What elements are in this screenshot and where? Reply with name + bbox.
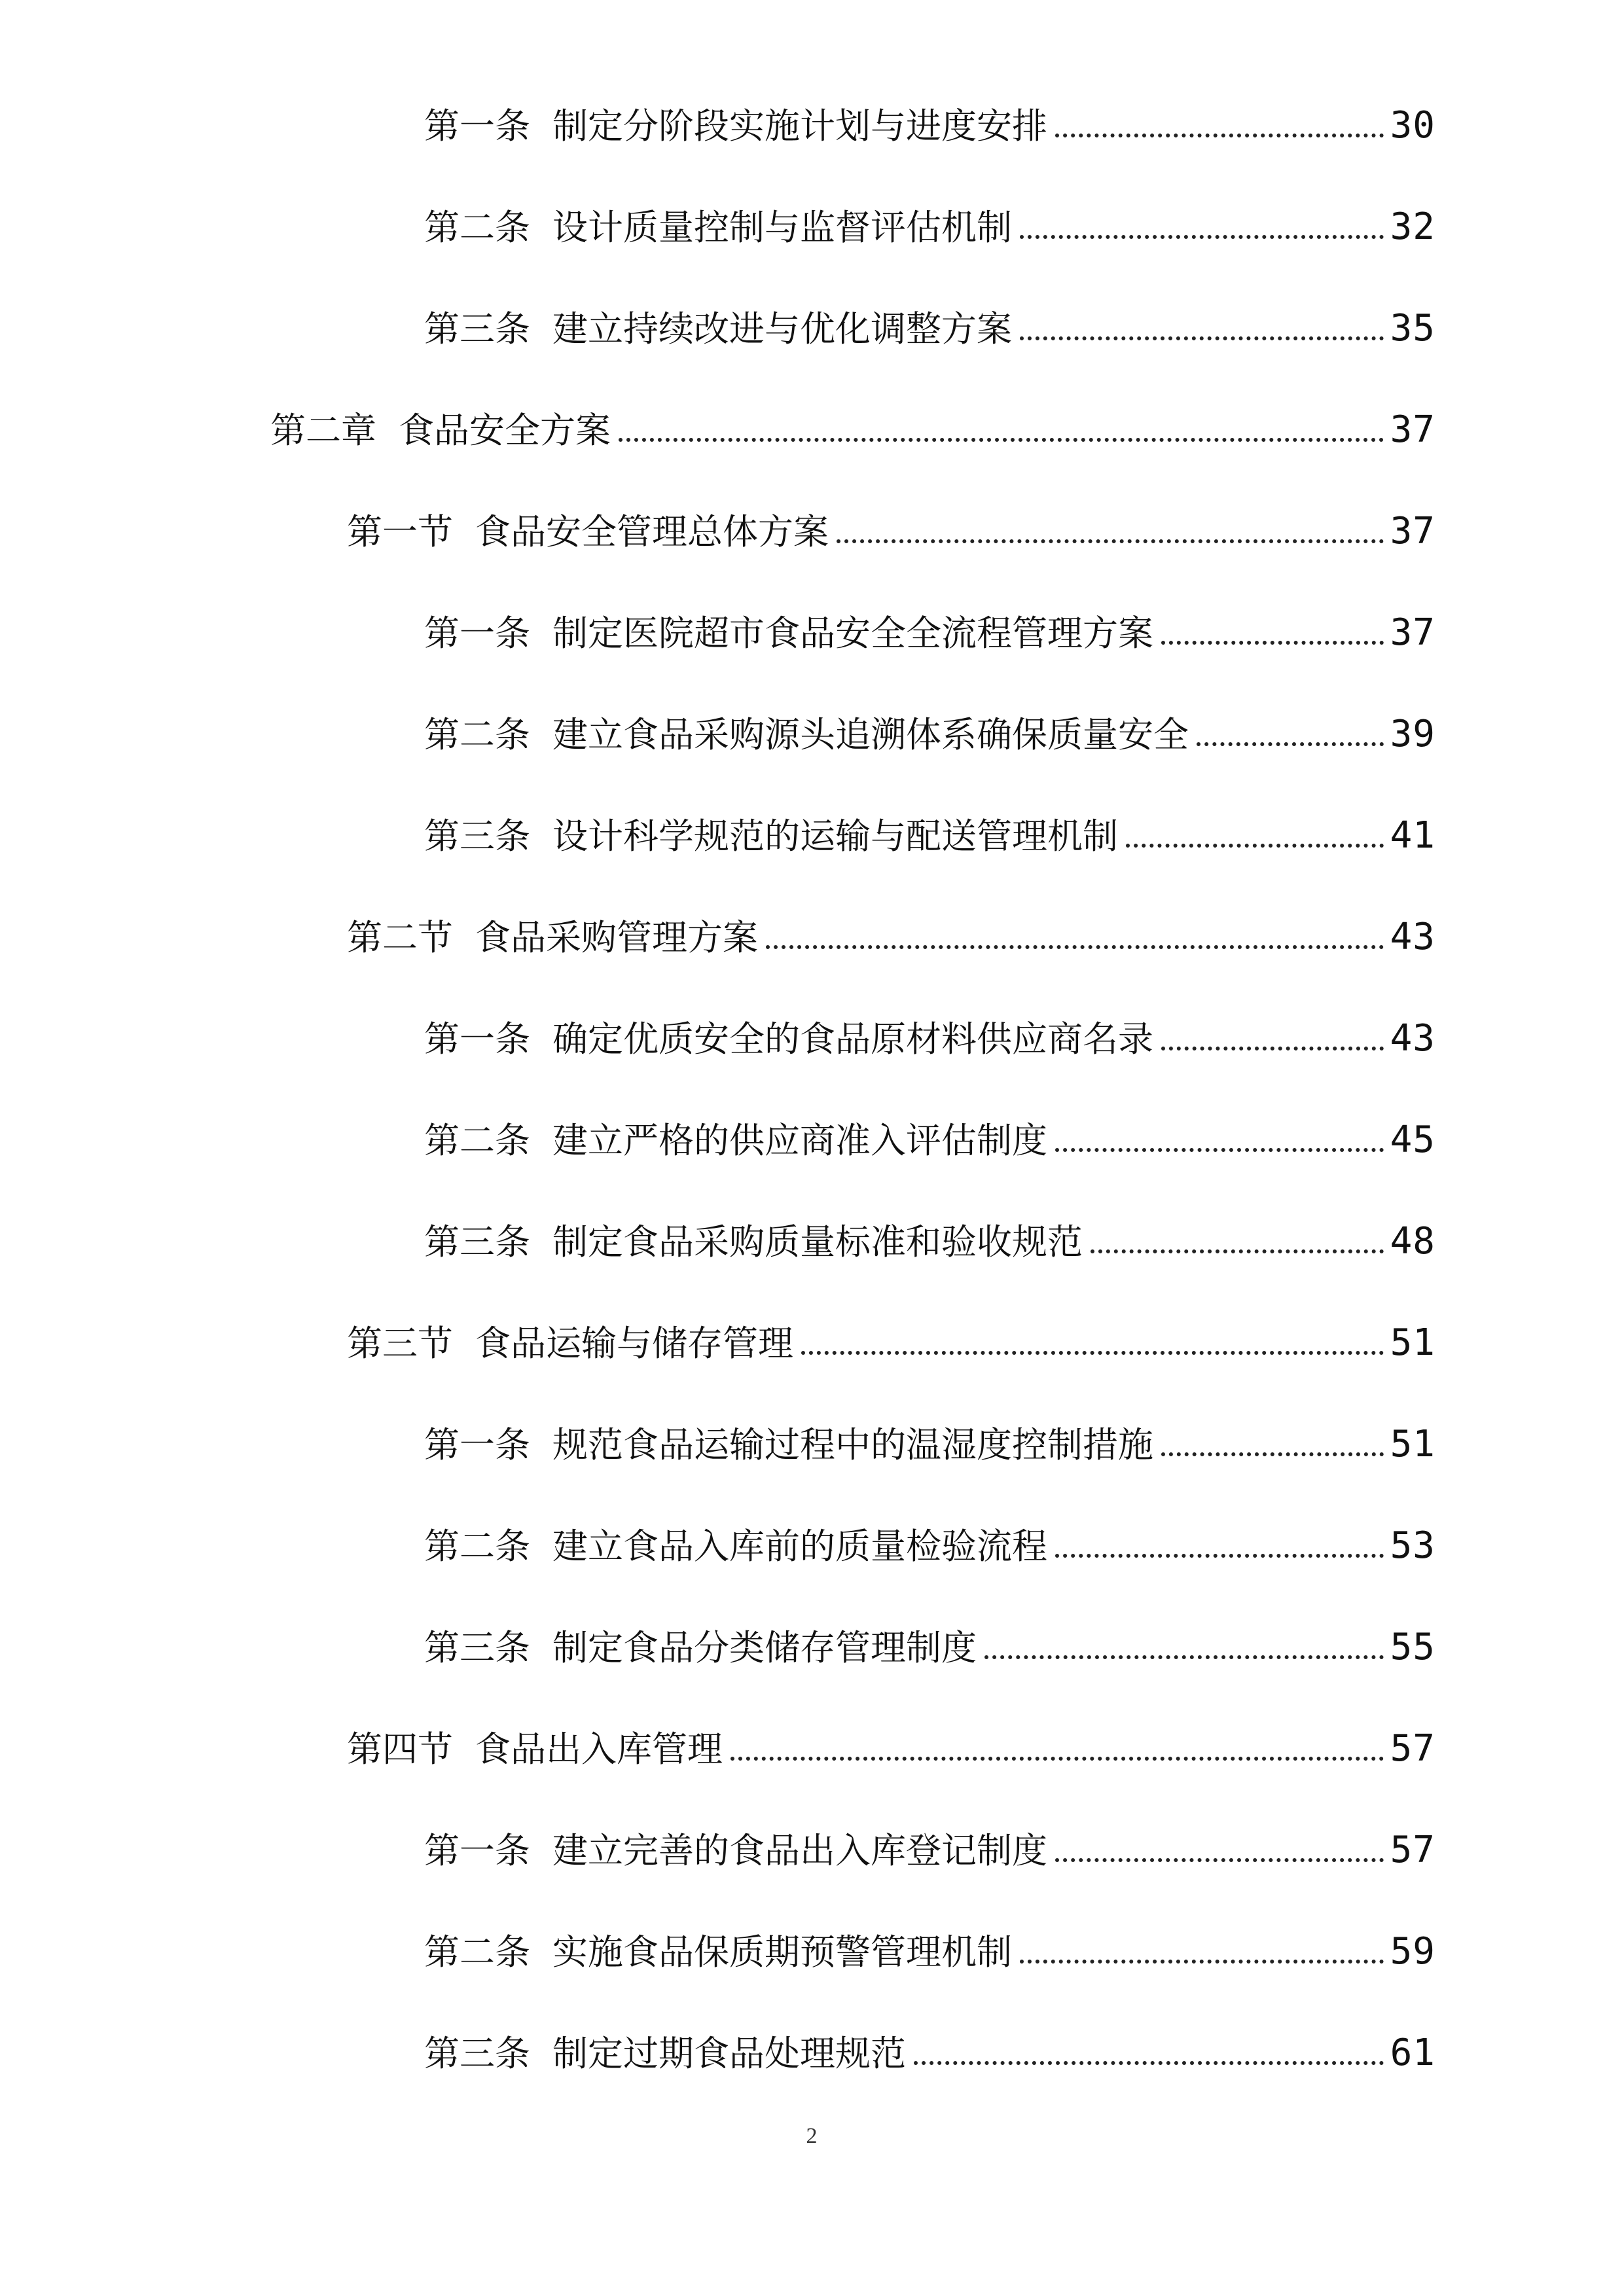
- toc-entry[interactable]: [347, 484, 1435, 550]
- dot-leader: [1126, 844, 1384, 848]
- dot-leader: [801, 1351, 1384, 1355]
- toc-entry[interactable]: [270, 383, 1435, 451]
- toc-entry-number: 第二条: [424, 1120, 530, 1161]
- toc-entry-page: 39: [1390, 713, 1435, 755]
- toc-entry-number: 第二条: [424, 714, 530, 755]
- dot-leader: [914, 2061, 1384, 2065]
- toc-entry-page: 59: [1390, 1930, 1435, 1973]
- toc-entry-title: 制定食品分类储存管理制度: [552, 1627, 977, 1668]
- toc-entry[interactable]: [424, 180, 1435, 248]
- toc-entry[interactable]: [424, 789, 1435, 857]
- toc-entry-title: 食品采购管理方案: [475, 917, 758, 958]
- dot-leader: [1020, 1960, 1384, 1964]
- dot-leader: [984, 1655, 1384, 1659]
- dot-leader: [1020, 235, 1384, 239]
- dot-leader: [619, 438, 1384, 442]
- toc-entry-number: 第一条: [424, 1830, 530, 1871]
- dot-leader: [1055, 1554, 1384, 1558]
- toc-entry-title: 制定食品采购质量标准和验收规范: [552, 1221, 1083, 1263]
- dot-leader: [837, 539, 1384, 543]
- toc-entry-number: 第二条: [424, 1931, 530, 1973]
- toc-entry-page: 55: [1390, 1626, 1435, 1668]
- toc-entry-page: 37: [1390, 611, 1435, 654]
- toc-entry-title: 设计质量控制与监督评估机制: [552, 207, 1012, 248]
- toc-entry-title: 建立完善的食品出入库登记制度: [552, 1830, 1047, 1871]
- toc-entry-number: 第三条: [424, 1627, 530, 1668]
- dot-leader: [1020, 336, 1384, 340]
- toc-entry-page: 32: [1390, 206, 1435, 248]
- toc-entry-page: 57: [1390, 1829, 1435, 1871]
- dot-leader: [1091, 1249, 1384, 1253]
- toc-entry-page: 51: [1390, 1321, 1435, 1364]
- dot-leader: [1055, 1858, 1384, 1862]
- toc-entry-title: 建立持续改进与优化调整方案: [552, 308, 1012, 350]
- toc-entry-number: 第四节: [347, 1729, 453, 1770]
- toc-entry-title: 确定优质安全的食品原材料供应商名录: [552, 1018, 1153, 1060]
- toc-entry[interactable]: [424, 586, 1435, 654]
- toc-entry-page: 57: [1390, 1727, 1435, 1770]
- toc-entry-number: 第一条: [424, 1018, 530, 1060]
- toc-entry-title: 制定分阶段实施计划与进度安排: [552, 105, 1047, 147]
- toc-entry-number: 第二条: [424, 1526, 530, 1567]
- toc-entry-page: 41: [1390, 814, 1435, 857]
- toc-entry[interactable]: [424, 1600, 1435, 1666]
- page-number: 2: [806, 2124, 818, 2148]
- toc-entry-page: 53: [1390, 1524, 1435, 1567]
- toc-entry-number: 第二节: [347, 917, 453, 958]
- toc-entry-page: 43: [1390, 916, 1435, 958]
- toc-entry-number: 第二条: [424, 207, 530, 248]
- toc-entry-title: 实施食品保质期预警管理机制: [552, 1931, 1012, 1973]
- toc-entry-title: 建立食品采购源头追溯体系确保质量安全: [552, 714, 1189, 755]
- toc-entry-number: 第三条: [424, 2033, 530, 2074]
- toc-entry[interactable]: [424, 1905, 1435, 1973]
- toc-entry-title: 规范食品运输过程中的温湿度控制措施: [552, 1424, 1153, 1465]
- toc-entry-title: 制定过期食品处理规范: [552, 2033, 906, 2074]
- dot-leader: [1055, 134, 1384, 137]
- toc-entry-number: 第三条: [424, 308, 530, 350]
- toc-entry-title: 制定医院超市食品安全全流程管理方案: [552, 613, 1153, 654]
- dot-leader: [766, 945, 1384, 949]
- toc-entry[interactable]: [424, 1803, 1435, 1869]
- toc-entry[interactable]: [424, 1194, 1435, 1263]
- toc-entry-title: 食品安全方案: [399, 410, 611, 451]
- dot-leader: [1161, 1047, 1384, 1050]
- toc-entry-title: 食品出入库管理: [475, 1729, 723, 1770]
- toc-entry-page: 43: [1390, 1017, 1435, 1060]
- toc-entry[interactable]: [424, 2006, 1435, 2072]
- toc-entry[interactable]: [347, 1296, 1435, 1364]
- toc-entry[interactable]: [424, 1397, 1435, 1463]
- toc-entry-page: 30: [1390, 104, 1435, 147]
- toc-entry-title: 食品安全管理总体方案: [475, 511, 829, 552]
- toc-entry-number: 第一条: [424, 105, 530, 147]
- toc-entry-number: 第一条: [424, 613, 530, 654]
- toc-entry[interactable]: [424, 281, 1435, 350]
- toc-entry[interactable]: [424, 79, 1435, 147]
- toc-entry[interactable]: [424, 992, 1435, 1060]
- toc-entry-number: 第二章: [270, 410, 376, 451]
- toc-entry[interactable]: [347, 1702, 1435, 1770]
- dot-leader: [1055, 1148, 1384, 1152]
- toc-entry-number: 第一节: [347, 511, 453, 552]
- toc-entry-number: 第一条: [424, 1424, 530, 1465]
- dot-leader: [731, 1757, 1384, 1761]
- toc-entry[interactable]: [424, 1093, 1435, 1161]
- toc-entry-number: 第三节: [347, 1323, 453, 1364]
- toc-entry[interactable]: [347, 890, 1435, 956]
- toc-entry-page: 45: [1390, 1119, 1435, 1161]
- toc-entry-page: 35: [1390, 307, 1435, 350]
- toc-entry-page: 51: [1390, 1423, 1435, 1465]
- toc-entry-title: 食品运输与储存管理: [475, 1323, 793, 1364]
- toc-entry-page: 48: [1390, 1220, 1435, 1263]
- dot-leader: [1161, 1452, 1384, 1456]
- toc-entry[interactable]: [424, 687, 1435, 753]
- dot-leader: [1161, 641, 1384, 645]
- toc-entry-title: 建立严格的供应商准入评估制度: [552, 1120, 1047, 1161]
- toc-entry-title: 建立食品入库前的质量检验流程: [552, 1526, 1047, 1567]
- toc-entry[interactable]: [424, 1499, 1435, 1567]
- dot-leader: [1197, 742, 1384, 746]
- toc-entry-page: 37: [1390, 510, 1435, 552]
- toc-entry-number: 第三条: [424, 816, 530, 857]
- toc-entry-page: 37: [1390, 408, 1435, 451]
- toc-entry-title: 设计科学规范的运输与配送管理机制: [552, 816, 1118, 857]
- toc-entry-number: 第三条: [424, 1221, 530, 1263]
- toc-entry-page: 61: [1390, 2032, 1435, 2074]
